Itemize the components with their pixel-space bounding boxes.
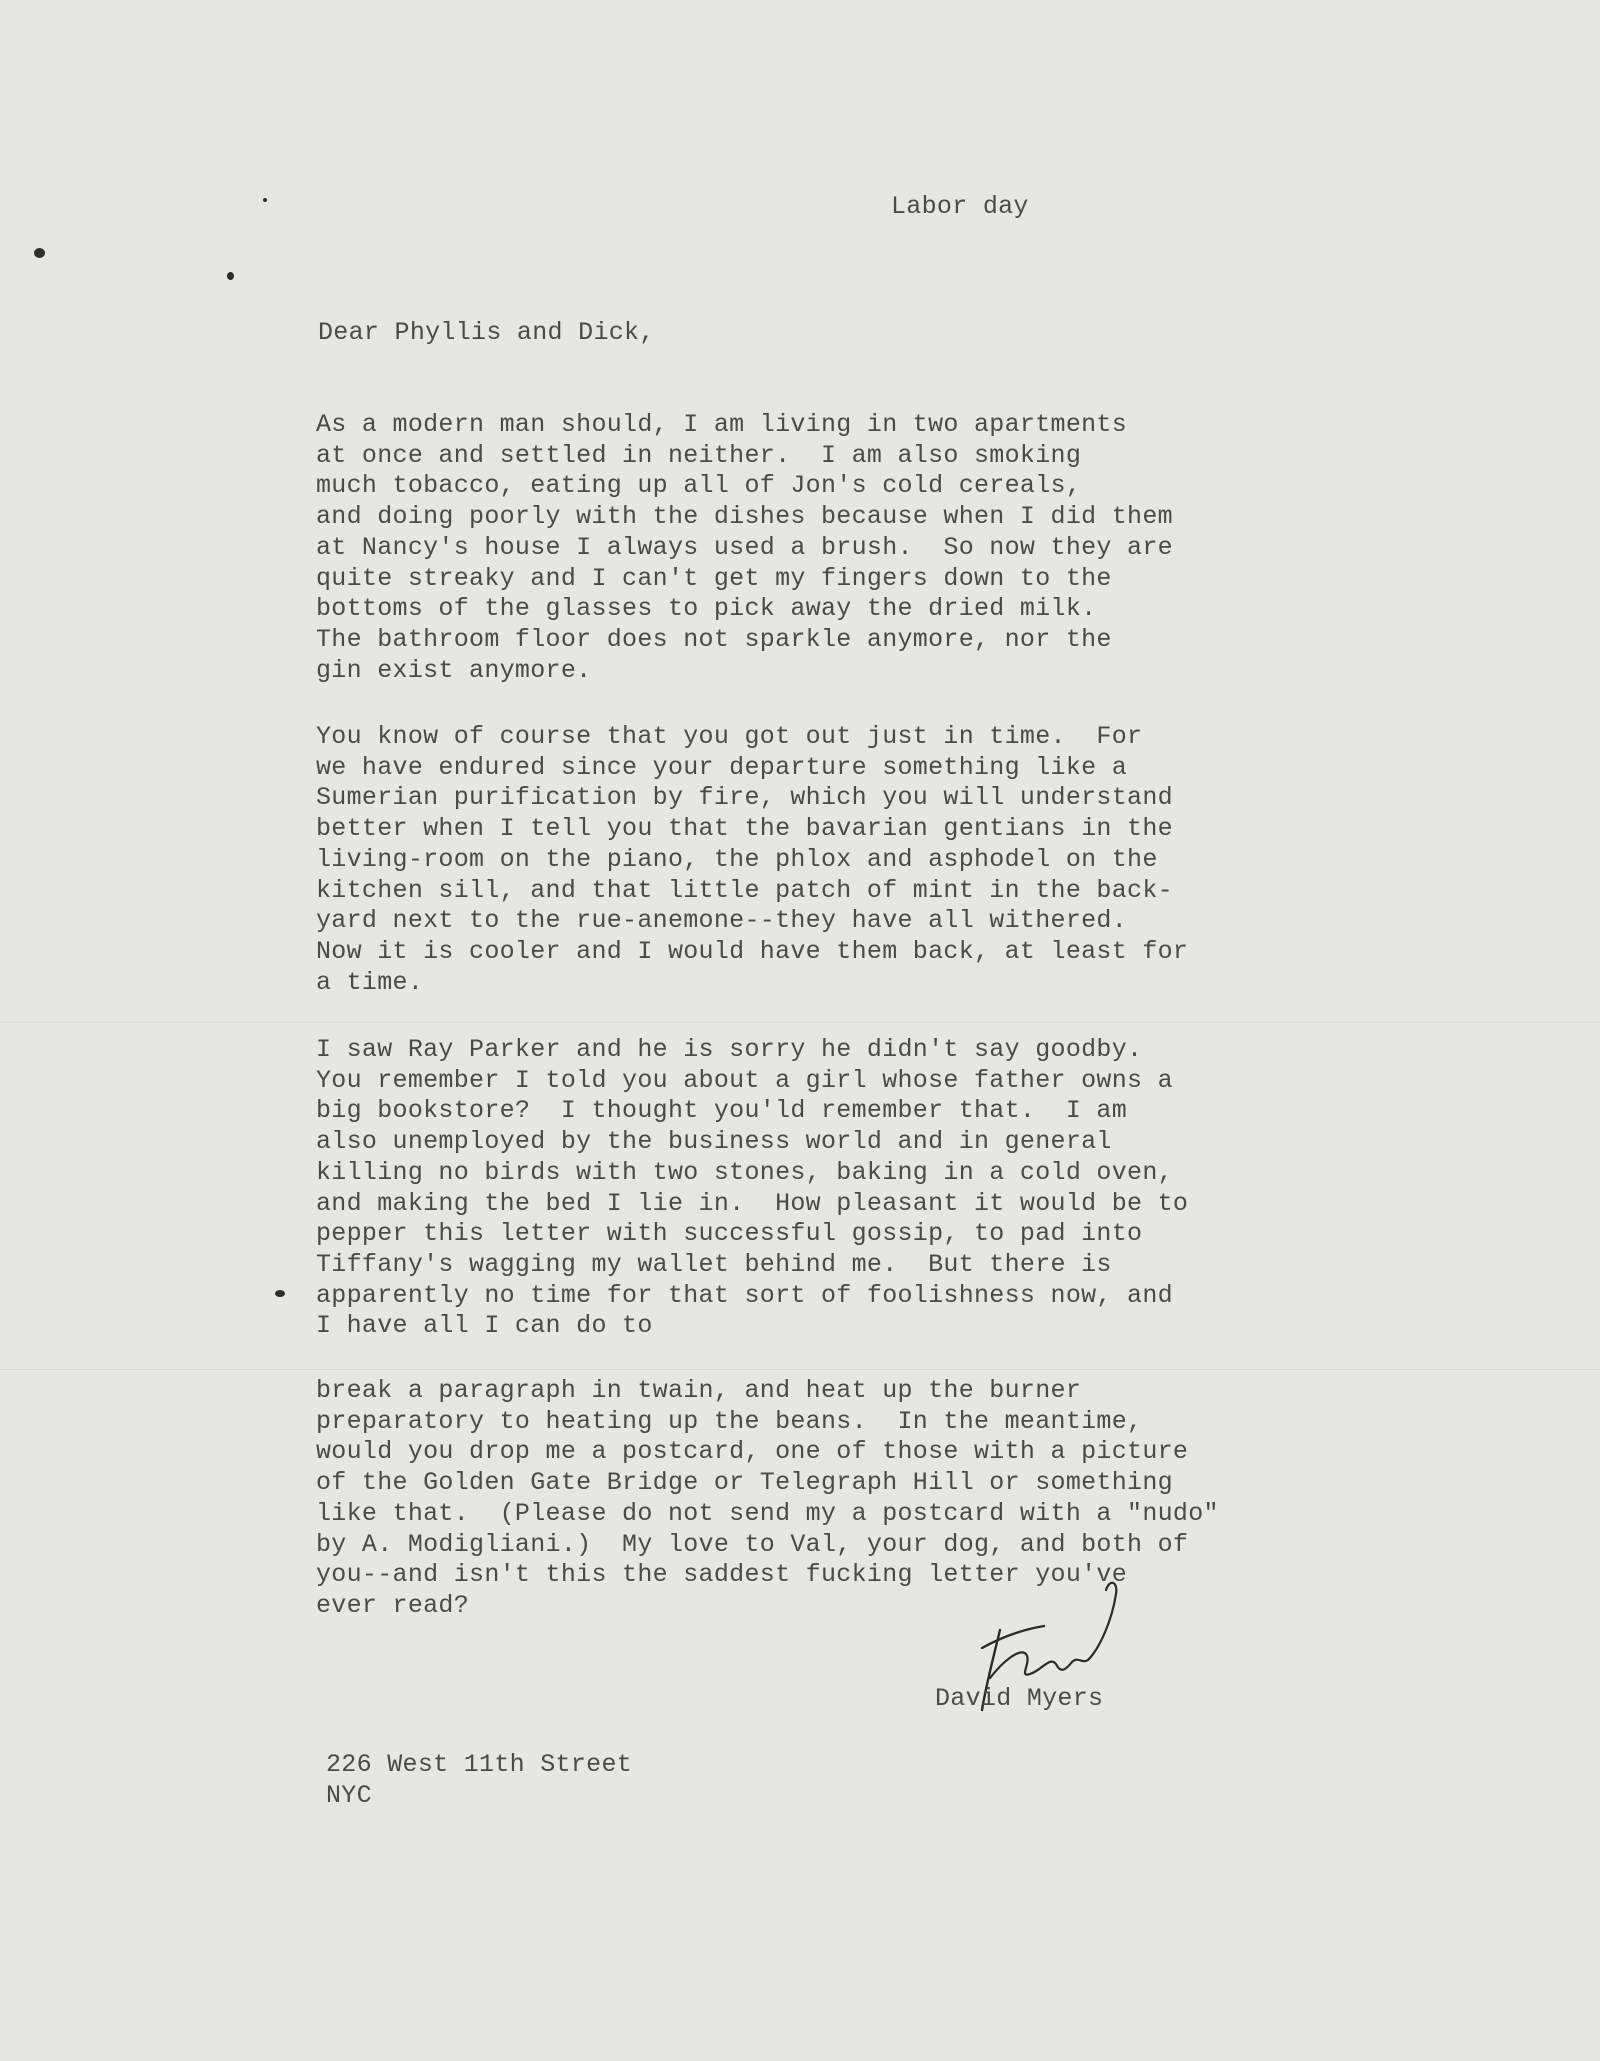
salutation: Dear Phyllis and Dick, xyxy=(318,318,655,347)
ink-speck xyxy=(34,248,45,258)
letter-date: Labor day xyxy=(891,192,1029,221)
ink-speck xyxy=(227,272,234,280)
fold-crease xyxy=(0,1022,1600,1024)
paragraph-3: I saw Ray Parker and he is sorry he didn't say goodby. You remember I told you about a girl whose father owns a big bookstore? I thought you'ld remember that. I am also unemployed by the business world and in general killing no birds with two stones, baking in a cold oven, and making the bed I lie in. How pleasant it would be to pepper this letter with successful gossip, to pad into Tiffany's wagging my wallet behind me. But there is apparently no time for that sort of foolishness now, and I have all I can do to xyxy=(316,1035,1189,1341)
ink-speck xyxy=(263,198,267,202)
return-address: 226 West 11th Street NYC xyxy=(326,1750,633,1810)
ink-speck xyxy=(275,1290,285,1297)
paragraph-2: You know of course that you got out just in time. For we have endured since your departure something like a Sumerian purification by fire, which you will understand better when I tell you that the bavarian gentians in the living-room on the piano, the phlox and asphodel on the kitchen sill, and that little patch of mint in the back- yard next to the rue-anemone--they have all withered. Now it is cooler and I would have them back, at least for a time. xyxy=(316,722,1189,997)
signature-name: David Myers xyxy=(935,1684,1104,1713)
paragraph-4: break a paragraph in twain, and heat up the burner preparatory to heating up the beans. In the meantime, would you drop me a postcard, one of those with a picture of the Golden Gate Bridge or Telegraph Hill or something like that. (Please do not send my a postcard with a "nudo" by A. Modigliani.) My love to Val, your dog, and both of you--and isn't this the saddest fucking letter you've ever read? xyxy=(316,1376,1219,1620)
fold-crease xyxy=(0,1369,1600,1371)
paragraph-1: As a modern man should, I am living in two apartments at once and settled in neither. I am also smoking much tobacco, eating up all of Jon's cold cereals, and doing poorly with the dishes because when I did them at Nancy's house I always used a brush. So now they are quite streaky and I can't get my fingers down to the bottoms of the glasses to pick away the dried milk. The bathroom floor does not sparkle anymore, nor the gin exist anymore. xyxy=(316,410,1173,685)
